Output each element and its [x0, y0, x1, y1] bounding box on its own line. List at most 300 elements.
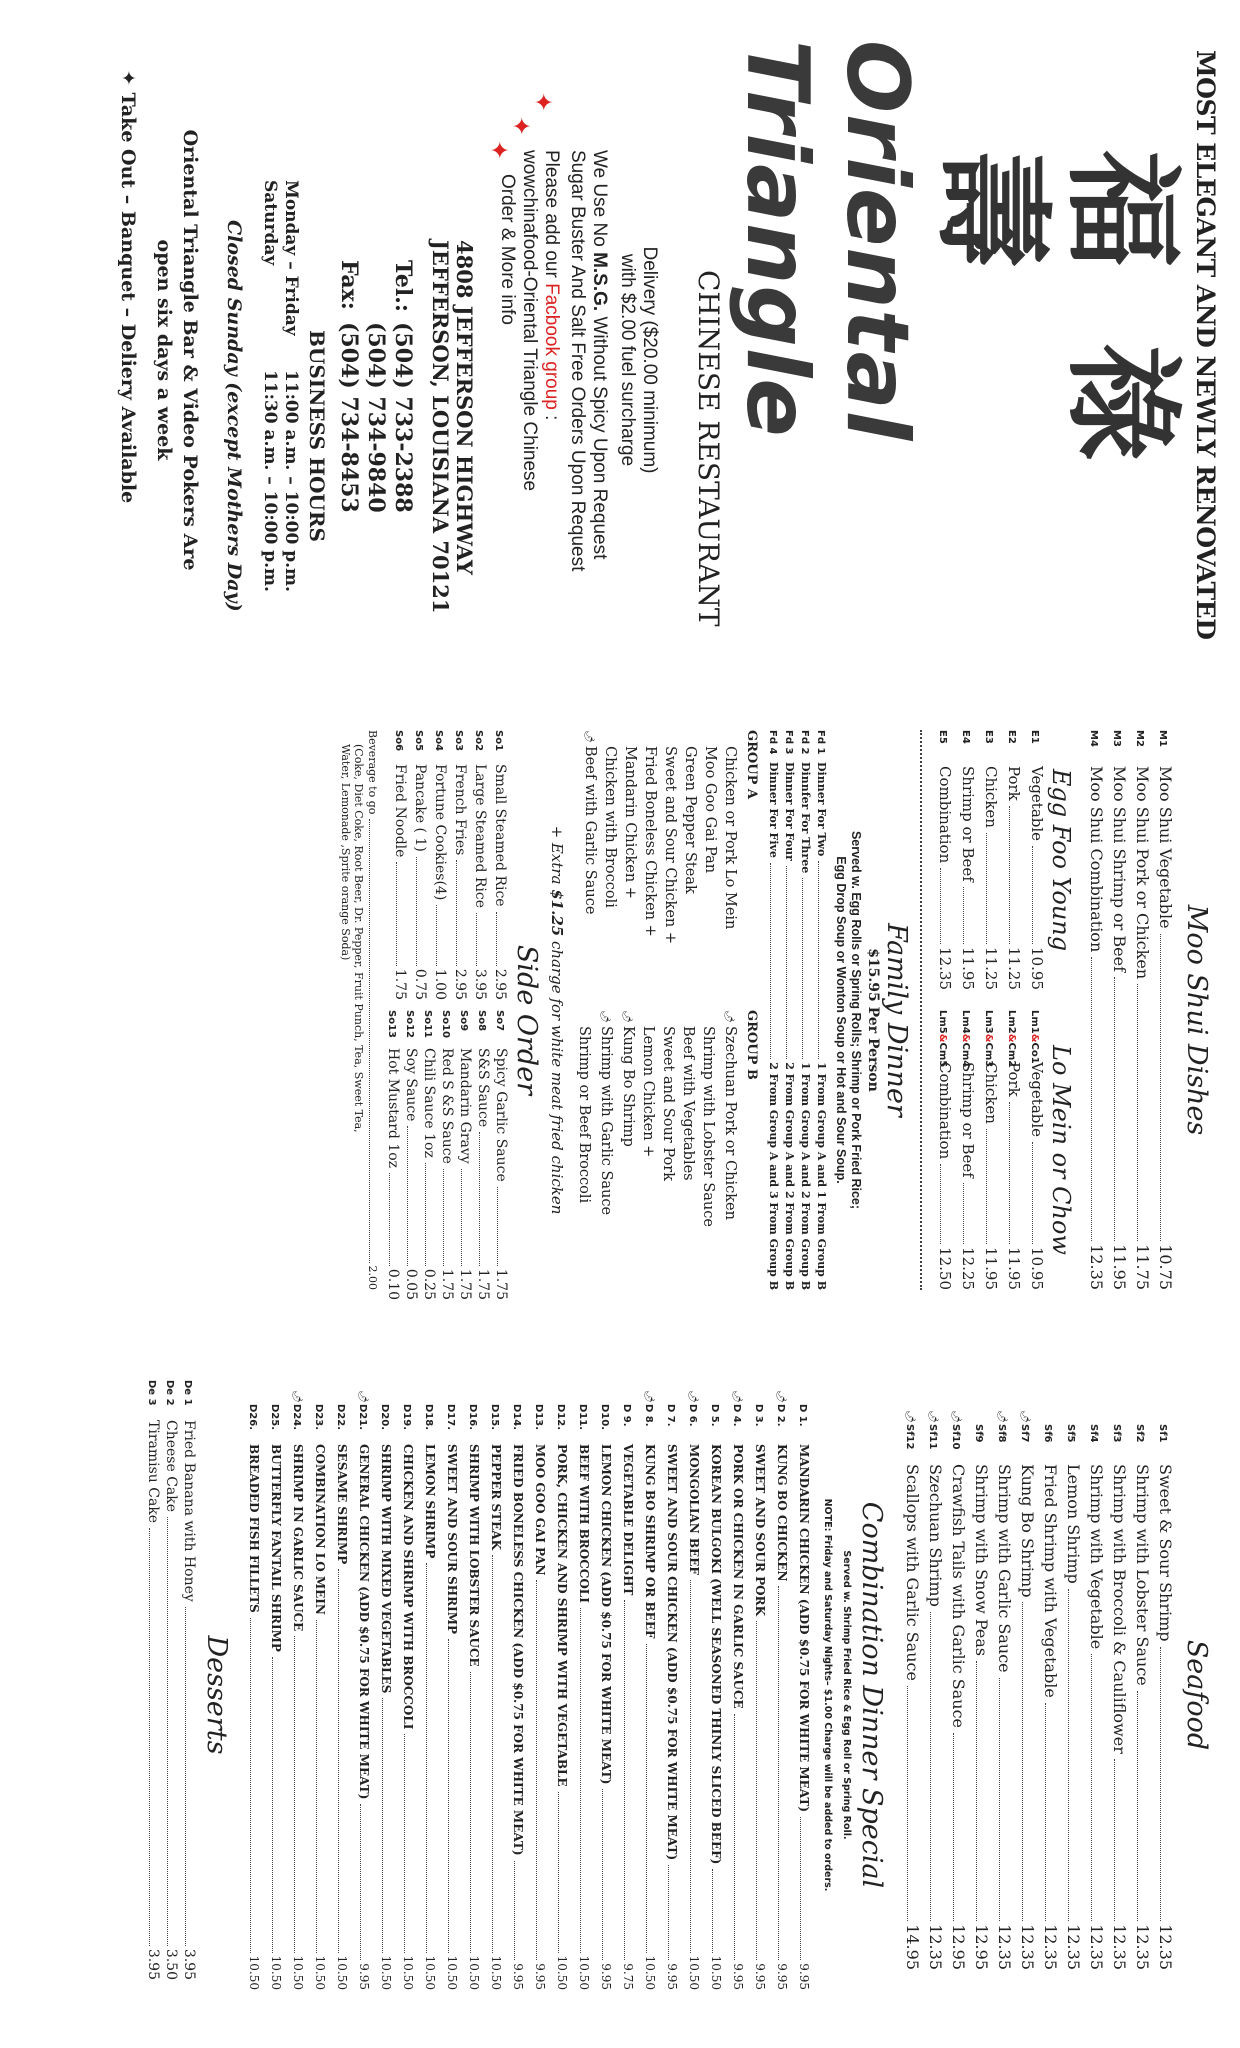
facebook-info: ✦ ✦ ✦ Please add our Facbook group : wowchinafood-Oriental Triangle Chinese Order & More info	[496, 96, 562, 670]
extra-charge: + Extra $1.25 charge for white meat fried chicken	[548, 825, 566, 1215]
item-desc: 1 From Group A and 1 From Group B	[815, 1062, 828, 1290]
item-name: Moo Shui Combination	[1087, 766, 1106, 953]
code-pre: Lm1	[1029, 1010, 1040, 1034]
item-code: D21.	[357, 1404, 368, 1431]
middle-panel	[339, 700, 1220, 1340]
family-served: Served w. Egg Rolls or Spring Rolls; Shrimp or Pork Fried Rice; Egg Drop Soup or Wonton Soup or Hot and Sour Soup.	[834, 830, 863, 1210]
item-price: 3.95	[145, 1948, 161, 1980]
group-item	[600, 730, 620, 1010]
leader-dots	[407, 1126, 408, 1265]
item-price: 9.95	[599, 1963, 613, 1990]
item-name: Sweet and Sour Chicken +	[662, 746, 678, 945]
item-name: Soy Sauce	[403, 1048, 419, 1122]
leader-dots	[425, 1163, 426, 1266]
item-name: KOREAN BULGOKI (WELL SEASONED THINLY SLICED BEEF)	[709, 1444, 723, 1865]
menu-item	[572, 1390, 594, 1990]
leader-dots	[316, 1620, 317, 1953]
item-name: BUTTERFLY FANTAIL SHRIMP	[269, 1444, 283, 1652]
menu-item	[660, 1390, 682, 1990]
leader-dots	[953, 1733, 954, 1921]
item-name: Fried Boneless Chicken +	[642, 746, 658, 937]
leader-dots	[448, 1639, 449, 1953]
leader-dots	[580, 1608, 581, 1953]
leader-dots	[756, 1621, 757, 1960]
item-price: 12.35	[1041, 1924, 1060, 1970]
menu-item	[374, 1390, 396, 1990]
item-name: MOO GOO GAI PAN	[533, 1444, 547, 1576]
group-a-list	[578, 730, 740, 1010]
item-price: 10.50	[313, 1955, 327, 1990]
menu-item	[991, 1410, 1014, 1970]
leader-dots	[802, 878, 803, 1059]
item-name: Green Pepper Steak	[682, 746, 698, 894]
family-dinner-item	[781, 730, 797, 1290]
item-price: 12.35	[926, 1924, 945, 1970]
item-price: 9.95	[775, 1963, 789, 1990]
item-name: Chicken	[982, 766, 1000, 828]
menu-item	[1024, 1010, 1047, 1290]
item-price: 10.50	[489, 1955, 503, 1990]
group-item	[578, 730, 600, 1010]
item-name: Kung Bo Shrimp	[1018, 1464, 1037, 1598]
item-name: Moo Shui Shrimp or Beef	[1110, 766, 1129, 973]
item-price: 10.50	[269, 1955, 283, 1990]
item-name: Shrimp with Snow Peas	[972, 1464, 991, 1657]
item-name: Lemon Shrimp	[1064, 1464, 1083, 1584]
item-code: D11.	[577, 1404, 588, 1431]
menu-item	[1060, 1410, 1083, 1970]
menu-item	[383, 1010, 401, 1300]
item-name: BREADED FISH FILLETS	[247, 1444, 261, 1613]
family-dinner-item	[813, 730, 829, 1290]
item-name: PORK, CHICKEN AND SHRIMP WITH VEGETABLE	[555, 1444, 569, 1787]
menu-item	[491, 1010, 509, 1300]
group-item	[620, 730, 640, 1010]
leader-dots	[426, 1563, 427, 1952]
menu-item	[978, 1010, 1001, 1290]
item-name: Dinner For Two	[815, 762, 828, 857]
item-code: So2	[473, 730, 484, 752]
family-dinner-item	[765, 730, 781, 1290]
item-name: SHRIMP WITH LOBSTER SAUCE	[467, 1444, 481, 1667]
leader-dots	[497, 1187, 498, 1266]
code-and: &	[1029, 1033, 1040, 1043]
menu-item	[429, 730, 449, 1000]
group-item	[658, 1010, 678, 1290]
leader-dots	[461, 1169, 462, 1266]
item-price: 10.50	[401, 1955, 415, 1990]
item-code: D 8.	[643, 1404, 654, 1427]
menu-item	[1083, 1410, 1106, 1970]
item-name: Cheese Cake	[163, 1420, 179, 1513]
leader-dots	[167, 1517, 168, 1946]
menu-item	[955, 730, 978, 990]
item-code: Fd 3	[783, 730, 794, 755]
combination-note: NOTE: Friday and Saturday Nights– $1.00 Charge will be added to orders.	[822, 1498, 833, 1892]
item-name: VEGETABLE DELIGHT	[621, 1444, 635, 1596]
lo-mein-title: Lo Mein or Chow	[1047, 1045, 1075, 1255]
leader-dots	[976, 1661, 977, 1921]
item-price: 10.50	[423, 1955, 437, 1990]
item-price: 12.95	[949, 1924, 968, 1970]
leader-dots	[1032, 846, 1033, 944]
item-name: Moo Shui Pork or Chicken	[1133, 766, 1152, 980]
leader-dots	[294, 1636, 295, 1952]
item-name: Fortune Cookies(4)	[432, 764, 448, 901]
item-code: De 3	[146, 1380, 157, 1406]
item-name: LEMON SHRIMP	[423, 1444, 437, 1559]
item-name: Shrimp with Lobster Sauce	[700, 1026, 716, 1227]
desserts-title: Desserts	[201, 1635, 232, 1755]
item-price: 10.50	[335, 1955, 349, 1990]
item-price: 9.75	[621, 1963, 635, 1990]
item-name: Shrimp with Vegetable	[1087, 1464, 1106, 1650]
item-code: D 6.	[687, 1404, 698, 1427]
combination-list	[242, 1390, 814, 1990]
item-code: E3	[983, 730, 994, 744]
facebook-link[interactable]: Facbook group	[541, 283, 562, 410]
side-order-title: Side Order	[511, 944, 542, 1096]
item-name: GENERAL CHICKEN (ADD $0.75 FOR WHITE MEAT)	[357, 1444, 371, 1800]
item-price: 1.75	[439, 1268, 455, 1300]
group-item	[720, 730, 740, 1010]
address-line-2: JEFFERSON, LOUISIANA 70121	[428, 240, 453, 614]
item-name: COMBINATION LO MEIN	[313, 1444, 327, 1615]
item-code: D16.	[467, 1404, 478, 1431]
beverage: Beverage to go 2.00 (Coke, Diet Coke, Root Beer, Dr. Pepper, Fruit Punch, Tea, Sweet Tea, Water, Lemonade ,Sprite orange Soda)	[339, 730, 379, 1290]
item-price: 3.95	[472, 968, 488, 1000]
item-name: Chicken or Pork Lo Mein	[722, 746, 738, 930]
item-code: So11	[422, 1010, 433, 1038]
leader-dots	[536, 1580, 537, 1960]
subtitle: CHINESE RESTAURANT	[692, 270, 725, 627]
facebook-name: wowchinafood-Oriental Triangle Chinese	[519, 150, 540, 492]
item-name: Sweet & Sour Shrimp	[1156, 1464, 1175, 1642]
menu-item	[469, 730, 489, 1000]
item-name: Fried Banana with Honey	[181, 1420, 197, 1602]
item-price: 12.35	[1087, 1924, 1106, 1970]
item-price: 12.35	[936, 947, 954, 990]
item-price: 10.75	[1156, 1244, 1175, 1290]
item-code: Sf10	[950, 1424, 961, 1450]
item-name: Shrimp or Beef Broccoli	[576, 1026, 592, 1204]
item-name: Combination	[936, 766, 954, 864]
combination-served: Served w. Shrimp Fried Rice & Egg Roll or Spring Roll.	[841, 1550, 852, 1840]
leader-dots	[940, 1164, 941, 1244]
chili-icon: 🌶	[291, 1390, 302, 1403]
item-code	[932, 1010, 952, 1068]
item-code: M4	[1088, 730, 1099, 747]
item-price: 12.35	[1156, 1924, 1175, 1970]
chili-icon: 🌶	[731, 1390, 742, 1403]
leader-dots	[770, 863, 771, 1059]
menu-item	[955, 1010, 978, 1290]
code-post: Cm4	[960, 1042, 971, 1068]
item-code: So6	[393, 730, 404, 752]
tel-1[interactable]: (504) 733-2388	[390, 322, 416, 513]
item-code: So10	[440, 1010, 451, 1038]
item-price: 12.35	[995, 1924, 1014, 1970]
item-price: 0.05	[403, 1268, 419, 1300]
item-price: 10.50	[687, 1955, 701, 1990]
item-price: 14.95	[903, 1924, 922, 1970]
item-name: SWEET AND SOUR SHRIMP	[445, 1444, 459, 1635]
item-price: 11.95	[959, 947, 977, 990]
closed-note: Closed Sunday (except Mothers Day)	[223, 220, 245, 612]
item-code: E4	[960, 730, 971, 744]
item-price: 1.75	[457, 1268, 473, 1300]
item-name: Shrimp or Beef	[959, 766, 977, 882]
leader-dots	[734, 1714, 735, 1961]
leader-dots	[436, 905, 437, 966]
item-price: 10.50	[291, 1955, 305, 1990]
item-code: D17.	[445, 1404, 456, 1431]
menu-item	[528, 1390, 550, 1990]
item-price: 10.50	[709, 1955, 723, 1990]
item-code	[978, 1010, 998, 1068]
leader-dots	[456, 860, 457, 965]
group-item	[718, 1010, 740, 1290]
item-name: Combination	[936, 1062, 954, 1160]
leader-dots	[1045, 1703, 1046, 1921]
item-price: 10.50	[247, 1955, 261, 1990]
item-name: Dinnfer For Three	[799, 762, 812, 874]
takeout-line: ✦ Take Out – Banquet – Deliery Available	[117, 70, 139, 504]
moo-shui-list	[1083, 730, 1175, 1290]
item-price: 10.50	[555, 1955, 569, 1990]
group-item	[574, 1010, 594, 1290]
item-name: MANDARIN CHICKEN (ADD $0.75 FOR WHITE MEAT)	[797, 1444, 811, 1813]
item-name: Tiramisu Cake	[145, 1420, 161, 1524]
item-price: 0.75	[412, 968, 428, 1000]
item-price: 11.25	[1005, 947, 1023, 990]
item-code: Sf8	[996, 1424, 1007, 1443]
leader-dots	[558, 1792, 559, 1953]
item-name: Hot Mustard 1oz	[385, 1048, 401, 1169]
item-code: D25.	[269, 1404, 280, 1431]
item-price: 1.75	[493, 1268, 509, 1300]
menu-item	[449, 730, 469, 1000]
item-price: 9.95	[533, 1963, 547, 1990]
group-item	[616, 1010, 638, 1290]
item-name: Shrimp with Garlic Sauce	[995, 1464, 1014, 1673]
item-code: D 7.	[665, 1404, 676, 1427]
item-price: 10.50	[379, 1955, 393, 1990]
item-name: Beef with Garlic Sauce	[582, 746, 598, 915]
leader-dots	[1137, 984, 1138, 1241]
leader-dots	[602, 1789, 603, 1960]
phone-block: Tel.:(504) 733-2388 (504) 734-9840 Fax:(504) 734-8453	[336, 260, 416, 513]
chili-icon: 🌶	[904, 1410, 915, 1423]
item-name: PORK OR CHICKEN IN GARLIC SAUCE	[731, 1444, 745, 1709]
item-code: D 9.	[621, 1404, 632, 1427]
item-name: PEPPER STEAK	[489, 1444, 503, 1550]
msg-info: We Use No M.S.G. Without Spicy Upon Request Sugar Buster And Salt Free Orders Upon Request	[566, 150, 610, 670]
item-price: 12.25	[959, 1247, 977, 1290]
item-name: Sweet and Sour Pork	[660, 1026, 676, 1181]
item-name: Beef with Vegetables	[680, 1026, 696, 1181]
msg-bold: M.S.G.	[589, 252, 610, 312]
chili-icon: 🌶	[357, 1390, 368, 1403]
item-price: 10.50	[643, 1955, 657, 1990]
menu-item	[389, 730, 409, 1000]
menu-item	[409, 730, 429, 1000]
menu-item	[978, 730, 1001, 990]
item-name: Shrimp or Beef	[959, 1062, 977, 1178]
menu-item	[1037, 1410, 1060, 1970]
item-code: D22.	[335, 1404, 346, 1431]
item-code: Sf5	[1065, 1424, 1076, 1443]
item-code: So13	[386, 1010, 397, 1038]
item-code: Fd 1	[815, 730, 826, 755]
item-code: M1	[1157, 730, 1168, 747]
item-name: Kung Bo Shrimp	[620, 1026, 636, 1147]
item-code: D18.	[423, 1404, 434, 1431]
logo-name: Oriental Triangle	[727, 40, 927, 442]
item-code: D19.	[401, 1404, 412, 1431]
group-item	[700, 730, 720, 1010]
leader-dots	[272, 1657, 273, 1953]
item-price: 9.95	[665, 1963, 679, 1990]
item-code: De 2	[164, 1380, 175, 1406]
leader-dots	[250, 1618, 251, 1953]
leader-dots	[778, 1586, 779, 1960]
moo-shui-title: Moo Shui Dishes	[1181, 904, 1212, 1136]
item-name: SHRIMP IN GARLIC SAUCE	[291, 1444, 305, 1632]
item-code: D10.	[599, 1404, 610, 1431]
leader-dots	[624, 1600, 625, 1960]
item-name: Chicken	[982, 1062, 1000, 1124]
item-name: Moo Goo Gai Pan	[702, 746, 718, 874]
menu-item	[945, 1410, 968, 1970]
item-name: Mandarin Gravy	[457, 1048, 473, 1164]
chili-icon: 🌶	[927, 1410, 938, 1423]
menu-item	[1014, 1410, 1037, 1970]
leader-dots	[999, 1678, 1000, 1922]
menu-item	[922, 1410, 945, 1970]
item-price: 11.25	[982, 947, 1000, 990]
item-price: 12.35	[1087, 1244, 1106, 1290]
item-name: Lemon Chicken +	[640, 1026, 656, 1158]
item-code: D15.	[489, 1404, 500, 1431]
menu-item	[352, 1390, 374, 1990]
item-price: 9.95	[797, 1963, 811, 1990]
code-and: &	[937, 1033, 948, 1043]
group-b-title: GROUP B	[744, 1010, 759, 1080]
leader-dots	[443, 1169, 444, 1266]
family-dinners	[765, 730, 829, 1290]
item-code: D 4.	[731, 1404, 742, 1427]
item-code: D20.	[379, 1404, 390, 1431]
item-name: Vegetable	[1028, 1062, 1046, 1138]
item-code: So9	[458, 1010, 469, 1032]
menu-item	[462, 1390, 484, 1990]
item-price: 9.95	[753, 1963, 767, 1990]
item-price: 10.50	[445, 1955, 459, 1990]
delivery-line-2: with $2.00 fuel surcharge	[617, 253, 638, 467]
item-name: Pork	[1005, 1062, 1023, 1097]
item-name: BEEF WITH BROCCOLI	[577, 1444, 591, 1603]
divider	[918, 730, 922, 1290]
item-name: S&S Sauce	[475, 1048, 491, 1128]
side-order-right	[383, 1010, 509, 1300]
code-pre: Lm4	[960, 1010, 971, 1034]
item-price: 0.25	[421, 1268, 437, 1300]
item-code: D26.	[247, 1404, 258, 1431]
item-code: Sf7	[1019, 1424, 1030, 1443]
menu-item	[161, 1380, 179, 1980]
leader-dots	[1091, 1654, 1092, 1921]
menu-item	[594, 1390, 616, 1990]
family-price: $15.95 Per Person	[865, 948, 881, 1092]
menu-item	[726, 1390, 748, 1990]
leader-dots	[786, 866, 787, 1059]
menu-item	[1001, 730, 1024, 990]
item-price: 10.95	[1028, 1247, 1046, 1290]
delivery-info	[616, 150, 660, 570]
menu-item	[792, 1390, 814, 1990]
code-post: Cm5	[937, 1042, 948, 1068]
leader-dots	[1160, 1647, 1161, 1922]
leader-dots	[690, 1580, 691, 1953]
item-name: SHRIMP WITH MIXED VEGETABLES	[379, 1444, 393, 1694]
item-price: 12.50	[936, 1247, 954, 1290]
leader-dots	[907, 1686, 908, 1921]
group-b-list	[574, 1010, 740, 1290]
item-name: Fried Shrimp with Vegetable	[1041, 1464, 1060, 1698]
menu-item	[506, 1390, 528, 1990]
item-desc: 2 From Group A and 2 From Group B	[783, 1062, 796, 1290]
item-name: KUNG BO SHRIMP OR BEEF	[643, 1444, 657, 1639]
leader-dots	[476, 913, 477, 966]
menu-item	[473, 1010, 491, 1300]
item-code: D12.	[555, 1404, 566, 1431]
leader-dots	[360, 1804, 361, 1960]
leader-dots	[492, 1555, 493, 1953]
item-name: French Fries	[452, 764, 468, 856]
leader-dots	[1009, 806, 1010, 944]
item-code: Sf9	[973, 1424, 984, 1443]
item-name: Dinner For Five	[767, 762, 780, 858]
leader-dots	[470, 1672, 471, 1953]
item-code: So12	[404, 1010, 415, 1038]
item-name: Pork	[1005, 766, 1023, 801]
leader-dots	[800, 1817, 801, 1960]
item-price: 1.00	[432, 968, 448, 1000]
menu-item	[489, 730, 509, 1000]
code-post: Co1	[1029, 1042, 1040, 1064]
tel-2[interactable]: (504) 734-9840	[363, 322, 389, 513]
menu-item	[932, 1010, 955, 1290]
item-code: Sf11	[927, 1424, 938, 1450]
item-price: 11.95	[982, 1247, 1000, 1290]
leader-dots	[496, 912, 497, 966]
item-code: E2	[1006, 730, 1017, 744]
item-name: SWEET AND SOUR CHICKEN (ADD $0.75 FOR WHITE MEAT)	[665, 1444, 679, 1861]
leader-dots	[986, 833, 987, 944]
item-price: 9.95	[731, 1963, 745, 1990]
chili-icon: 🌶	[643, 1390, 654, 1403]
item-code	[1024, 1010, 1044, 1062]
menu-item	[396, 1390, 418, 1990]
sugar-line: Sugar Buster And Salt Free Orders Upon Request	[567, 150, 588, 572]
item-code: So7	[494, 1010, 505, 1032]
item-price: 10.95	[1028, 947, 1046, 990]
left-panel	[143, 1370, 1220, 2020]
item-name: Scallops with Garlic Sauce	[903, 1464, 922, 1681]
item-name: Pancake ( 1)	[412, 764, 428, 852]
item-code: M3	[1111, 730, 1122, 747]
